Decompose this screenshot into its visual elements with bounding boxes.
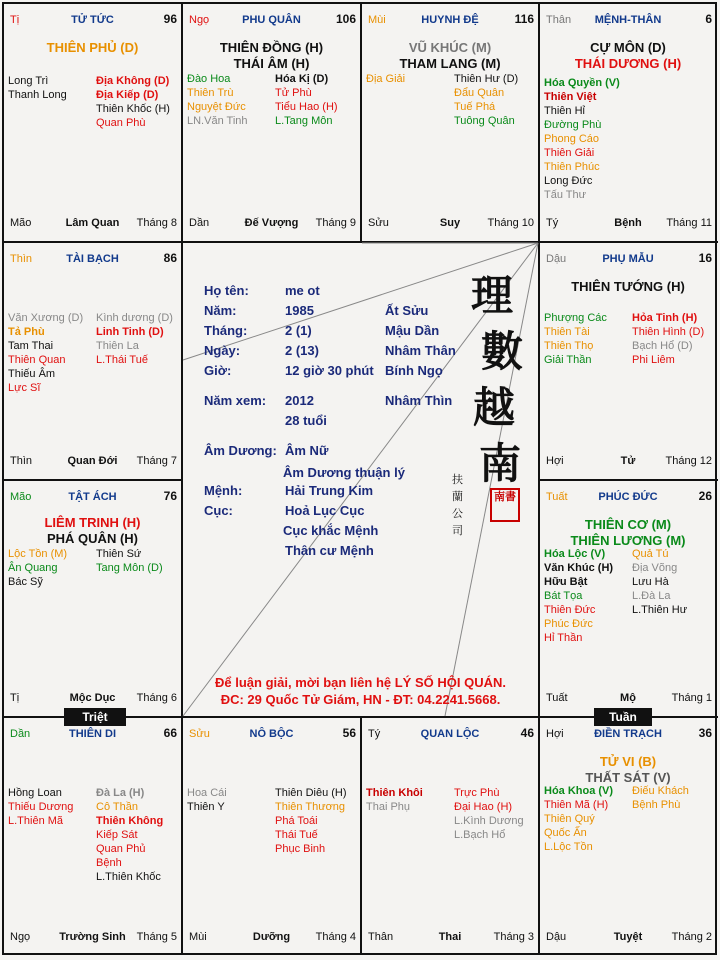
cuc-label: Cục: [204, 503, 233, 518]
minor-star: Thiên Y [187, 801, 225, 813]
year-label: Năm: [204, 303, 237, 318]
footer-month: Tháng 7 [136, 455, 177, 467]
footer-stage: Tuyệt [613, 931, 643, 943]
star-list-right [454, 72, 518, 128]
palace-branch: Thìn [10, 253, 33, 265]
star-list-left [187, 72, 248, 128]
main-stars [362, 40, 538, 72]
minor-star: Hỏa Tinh (H) [632, 312, 698, 324]
minor-star: L.Đà La [632, 590, 671, 602]
footer-month: Tháng 2 [671, 931, 712, 943]
palace-number: 46 [520, 726, 534, 740]
minor-star: Thiên Không [96, 815, 164, 827]
palace-branch: Dần [10, 728, 31, 740]
star-list-right [96, 786, 163, 884]
footer-branch: Thân [368, 931, 394, 943]
palace-branch: Dậu [546, 253, 567, 265]
footer-branch: Tị [10, 692, 20, 704]
minor-star: Giải Thần [544, 354, 592, 366]
minor-star: Thanh Long [8, 89, 67, 101]
minor-star: Văn Xương (D) [8, 312, 84, 324]
main-stars [4, 515, 181, 547]
minor-star: Thiên Hư (D) [454, 73, 519, 85]
palace-name: MỆNH-THÂN [594, 14, 662, 26]
view-year-label: Năm xem: [204, 393, 267, 408]
minor-star: Tiểu Hao (H) [275, 101, 338, 113]
palace-number: 106 [335, 12, 356, 26]
star-list-left [187, 786, 227, 814]
star-list-left [8, 786, 73, 828]
minor-star: Đẩu Quân [454, 87, 505, 99]
minor-star: Nguyệt Đức [187, 101, 246, 113]
footer-month: Tháng 11 [666, 217, 712, 229]
day-canchi: Nhâm Thân [385, 343, 456, 358]
palace-number: 76 [163, 489, 177, 503]
footer-branch: Ngọ [10, 931, 31, 943]
footer-month: Tháng 4 [315, 931, 356, 943]
palace-name: NÔ BỘC [249, 728, 294, 740]
cuc-relation: Cục khắc Mệnh [283, 523, 379, 538]
minor-star: Thiên Khốc (H) [96, 103, 170, 115]
palace-name: HUYNH ĐỆ [421, 14, 479, 26]
minor-star: Long Đức [544, 175, 593, 187]
day-value: 2 (13) [285, 343, 319, 358]
minor-star: Hóa Lộc (V) [544, 548, 606, 560]
yinyang-order: Âm Dương thuận lý [283, 465, 405, 480]
minor-star: Cô Thần [96, 801, 138, 813]
palace-footer [366, 931, 534, 945]
minor-star: Linh Tinh (D) [96, 326, 164, 338]
red-seal: 南書 [490, 488, 520, 522]
palace-name: PHỤ MẪU [602, 253, 654, 265]
minor-star: Thiên Diêu (H) [275, 787, 347, 799]
seal-char-2: 蘭 [452, 490, 463, 503]
main-star: THIÊN ĐỒNG (H) [219, 40, 324, 55]
minor-star: Tam Thai [8, 340, 54, 352]
palace-header [544, 253, 712, 267]
minor-star: Đại Hao (H) [454, 801, 513, 813]
minor-star: Phượng Các [544, 312, 607, 324]
minor-star: Kình dương (D) [96, 312, 173, 324]
minor-star: Ân Quang [8, 562, 58, 574]
calligraphy-4: 南 [479, 439, 522, 488]
footer-stage: Tử [620, 455, 636, 467]
footer-branch: Tuất [546, 692, 568, 704]
footer-month: Tháng 8 [136, 217, 177, 229]
minor-star: Hóa Quyền (V) [544, 77, 620, 89]
footer-month: Tháng 5 [136, 931, 177, 943]
footer-month: Tháng 3 [493, 931, 534, 943]
palace-tuat [540, 481, 716, 716]
minor-star: L.Thái Tuế [96, 354, 148, 366]
palace-header [8, 253, 177, 267]
minor-star: Thiên La [96, 340, 139, 352]
palace-ty [362, 718, 538, 955]
star-list-right [96, 311, 173, 367]
footer-stage: Trường Sinh [59, 931, 126, 943]
palace-name: PHÚC ĐỨC [598, 491, 658, 503]
minor-star: Thiên Giải [544, 147, 595, 159]
main-star: THIÊN PHỦ (D) [46, 40, 139, 55]
palace-number: 26 [698, 489, 712, 503]
minor-star: Thiên Đức [544, 604, 596, 616]
footer-branch: Mão [10, 217, 32, 229]
month-canchi: Mậu Dần [385, 323, 440, 338]
calligraphy-1: 理 [471, 271, 514, 320]
palace-footer [544, 217, 712, 231]
star-list-right [632, 311, 704, 367]
minor-star: L.Bạch Hổ [454, 829, 506, 841]
contact-line-1: Để luận giải, mời bạn liên hệ LÝ SỐ HỘI QUÁN. [215, 675, 506, 690]
palace-header [187, 14, 356, 28]
palace-branch: Mão [10, 491, 32, 503]
palace-footer [544, 692, 712, 706]
minor-star: Hữu Bật [544, 576, 588, 588]
star-list-left [8, 311, 83, 395]
tuan-marker: Tuần [594, 708, 652, 726]
palace-number: 36 [698, 726, 712, 740]
hour-label: Giờ: [204, 363, 232, 378]
minor-star: Trực Phù [454, 787, 500, 799]
footer-stage: Suy [439, 217, 461, 229]
star-list-right [96, 74, 170, 130]
minor-star: Điếu Khách [632, 785, 689, 797]
minor-star: Thiên Khôi [366, 787, 423, 799]
palace-branch: Tý [368, 728, 381, 740]
palace-mui [362, 4, 538, 241]
footer-branch: Thìn [10, 455, 33, 467]
view-year-value: 2012 [285, 393, 314, 408]
palace-footer [187, 217, 356, 231]
palace-number: 116 [514, 12, 534, 26]
main-star: PHÁ QUÂN (H) [47, 531, 138, 546]
minor-star: Thiếu Dương [8, 801, 74, 813]
main-star: THIÊN CƠ (M) [584, 517, 672, 532]
minor-star: L.Thiên Mã [8, 815, 64, 827]
minor-star: L.Thiên Hư [632, 604, 688, 616]
footer-stage: Thai [438, 931, 462, 943]
palace-number: 56 [342, 726, 356, 740]
palace-name: TÀI BẠCH [66, 253, 119, 265]
minor-star: Tuế Phá [454, 101, 496, 113]
footer-stage: Lâm Quan [65, 217, 120, 229]
calligraphy-2: 數 [481, 327, 524, 376]
main-star: THAM LANG (M) [399, 56, 501, 71]
yinyang-value: Âm Nữ [285, 443, 329, 458]
star-list-left [366, 72, 405, 86]
main-star: THẤT SÁT (V) [585, 770, 671, 785]
palace-name: PHU QUÂN [242, 14, 301, 26]
palace-branch: Mùi [368, 14, 386, 26]
palace-branch: Hợi [546, 728, 564, 740]
footer-month: Tháng 10 [487, 217, 534, 229]
star-list [544, 76, 620, 202]
main-stars [540, 754, 716, 786]
palace-number: 16 [698, 251, 712, 265]
minor-star: Quan Phù [96, 117, 146, 129]
palace-footer [544, 455, 712, 469]
minor-star: Hỉ Thần [544, 632, 583, 644]
minor-star: Đà La (H) [96, 787, 145, 799]
minor-star: Lực Sĩ [8, 382, 41, 394]
main-star: LIÊM TRINH (H) [44, 515, 141, 530]
minor-star: Phi Liêm [632, 354, 675, 366]
main-star: VŨ KHÚC (M) [408, 40, 492, 55]
minor-star: Địa Giải [366, 73, 406, 85]
star-list-left [544, 784, 613, 854]
minor-star: Thai Phụ [366, 801, 411, 813]
minor-star: Thiên Quý [544, 813, 595, 825]
main-stars [540, 40, 716, 72]
palace-header [544, 14, 712, 28]
main-star: CỰ MÔN (D) [590, 40, 666, 55]
minor-star: Thiên Tài [544, 326, 590, 338]
minor-star: Văn Khúc (H) [544, 562, 614, 574]
view-year-canchi: Nhâm Thìn [385, 393, 453, 408]
minor-star: Địa Võng [632, 562, 678, 574]
palace-header [366, 728, 534, 742]
palace-suu [183, 718, 360, 955]
seal-char-4: 司 [452, 524, 463, 537]
minor-star: Long Trì [8, 75, 49, 87]
star-list-right [275, 72, 338, 128]
main-stars [540, 279, 716, 295]
palace-header [187, 728, 356, 742]
footer-stage: Bệnh [614, 217, 642, 229]
seal-char-3: 公 [452, 507, 463, 520]
minor-star: Địa Kiếp (D) [96, 89, 159, 101]
footer-month: Tháng 6 [136, 692, 177, 704]
star-list-right [632, 784, 689, 812]
minor-star: Thiên Sứ [96, 548, 142, 560]
age: 28 tuổi [285, 413, 327, 428]
main-star: THIÊN LƯƠNG (M) [570, 533, 686, 548]
minor-star: Phúc Đức [544, 618, 593, 630]
minor-star: Hóa Khoa (V) [544, 785, 614, 797]
minor-star: Phục Binh [275, 843, 326, 855]
palace-branch: Ngọ [189, 14, 210, 26]
star-list-right [96, 547, 163, 575]
palace-footer [8, 217, 177, 231]
palace-header [8, 491, 177, 505]
minor-star: Thiên Hình (D) [632, 326, 705, 338]
year-canchi: Ất Sửu [385, 303, 429, 318]
palace-dau [540, 243, 716, 479]
palace-ti [4, 4, 181, 241]
palace-name: TẬT ÁCH [68, 491, 117, 503]
day-label: Ngày: [204, 343, 241, 358]
hour-value: 12 giờ 30 phút [285, 363, 374, 378]
minor-star: Thiên Hỉ [544, 105, 585, 117]
footer-stage: Mộc Dục [69, 692, 116, 704]
main-star: THIÊN TƯỚNG (H) [571, 279, 685, 294]
minor-star: Thiên Trù [187, 87, 234, 99]
minor-star: Lưu Hà [632, 576, 669, 588]
than-cu: Thân cư Mệnh [285, 543, 374, 558]
minor-star: Tấu Thư [544, 189, 587, 201]
name-value: me ot [285, 283, 320, 298]
minor-star: Kiếp Sát [96, 829, 138, 841]
palace-header [366, 14, 534, 28]
star-list-left [366, 786, 423, 814]
palace-branch: Sửu [189, 728, 210, 740]
palace-header [8, 14, 177, 28]
minor-star: Thiên Thọ [544, 340, 594, 352]
minor-star: Bát Tọa [544, 590, 583, 602]
star-list-left [544, 311, 607, 367]
palace-dan [4, 718, 181, 955]
minor-star: Tang Môn (D) [96, 562, 163, 574]
palace-name: THIÊN DI [68, 728, 117, 740]
palace-mao [4, 481, 181, 716]
palace-branch: Tị [10, 14, 20, 26]
palace-branch: Tuất [546, 491, 568, 503]
menh-label: Mệnh: [204, 483, 243, 498]
palace-name: ĐIỀN TRẠCH [594, 728, 662, 740]
palace-footer [544, 931, 712, 945]
footer-stage: Mộ [620, 692, 636, 704]
star-list-right [454, 786, 524, 842]
footer-month: Tháng 9 [315, 217, 356, 229]
main-stars [4, 40, 181, 56]
minor-star: Thái Tuế [275, 829, 318, 841]
minor-star: Tử Phù [275, 87, 312, 99]
main-stars [183, 40, 360, 72]
name-label: Họ tên: [204, 283, 249, 298]
minor-star: Lộc Tồn (M) [8, 548, 68, 560]
star-list-right [632, 547, 687, 617]
minor-star: LN.Văn Tinh [187, 115, 248, 127]
palace-header [8, 728, 177, 742]
star-list-right [275, 786, 347, 856]
year-value: 1985 [285, 303, 314, 318]
palace-hoi [540, 718, 716, 955]
minor-star: Hồng Loan [8, 787, 62, 799]
minor-star: Tả Phù [8, 326, 45, 338]
footer-month: Tháng 1 [671, 692, 712, 704]
star-list-left [8, 74, 67, 102]
yinyang-label: Âm Dương: [204, 443, 277, 458]
footer-month: Tháng 12 [665, 455, 712, 467]
minor-star: Thiên Thương [275, 801, 346, 813]
star-list-left [544, 547, 613, 645]
palace-thin [4, 243, 181, 479]
seal-char-1: 扶 [452, 473, 463, 486]
footer-stage: Dưỡng [252, 931, 291, 943]
footer-branch: Dần [189, 217, 210, 229]
footer-stage: Quan Đới [67, 455, 118, 467]
minor-star: Phá Toái [275, 815, 318, 827]
footer-branch: Sửu [368, 217, 389, 229]
palace-name: TỬ TỨC [71, 14, 114, 26]
minor-star: Bệnh [96, 857, 122, 869]
month-value: 2 (1) [285, 323, 312, 338]
cuc-value: Hoả Lục Cục [285, 503, 365, 518]
minor-star: Hoa Cái [187, 787, 227, 799]
minor-star: Quốc Ấn [544, 827, 587, 839]
palace-branch: Thân [546, 14, 572, 26]
footer-branch: Hợi [546, 455, 564, 467]
calligraphy-3: 越 [473, 383, 516, 432]
palace-footer [8, 692, 177, 706]
minor-star: Quan Phủ [96, 843, 146, 855]
palace-header [544, 728, 712, 742]
palace-name: QUAN LỘC [420, 728, 480, 740]
palace-number: 6 [705, 12, 712, 26]
footer-stage: Đế Vượng [244, 217, 299, 229]
palace-header [544, 491, 712, 505]
minor-star: Bác Sỹ [8, 576, 43, 588]
main-star: THÁI DƯƠNG (H) [574, 56, 682, 71]
minor-star: Địa Không (D) [96, 75, 170, 87]
palace-footer [8, 455, 177, 469]
minor-star: Bệnh Phù [632, 799, 681, 811]
minor-star: Thiên Mã (H) [544, 799, 609, 811]
main-star: TỬ VI (B) [599, 754, 657, 769]
triet-marker: Triệt [64, 708, 126, 726]
palace-ngo [183, 4, 360, 241]
minor-star: L.Kình Dương [454, 815, 524, 827]
footer-branch: Mùi [189, 931, 207, 943]
palace-number: 86 [163, 251, 177, 265]
palace-footer [366, 217, 534, 231]
minor-star: Quả Tú [632, 548, 669, 560]
minor-star: L.Thiên Khốc [96, 871, 161, 883]
contact-line-2: ĐC: 29 Quốc Tử Giám, HN - ĐT: 04.2241.5668. [220, 692, 501, 707]
minor-star: L.Tang Môn [275, 115, 333, 127]
main-stars [540, 517, 716, 549]
minor-star: Đào Hoa [187, 73, 231, 85]
palace-number: 66 [163, 726, 177, 740]
minor-star: Thiên Phúc [544, 161, 600, 173]
minor-star: Bạch Hổ (D) [632, 340, 693, 352]
menh-value: Hải Trung Kim [285, 483, 374, 498]
minor-star: Thiên Việt [544, 91, 597, 103]
month-label: Tháng: [204, 323, 248, 338]
palace-than [540, 4, 716, 241]
footer-branch: Dậu [546, 931, 567, 943]
footer-branch: Tý [546, 217, 559, 229]
minor-star: Phong Cáo [544, 133, 600, 145]
minor-star: Thiếu Âm [8, 368, 56, 380]
hour-canchi: Bính Ngọ [385, 363, 443, 378]
main-star: THÁI ÂM (H) [233, 56, 310, 71]
minor-star: Hóa Kị (D) [275, 73, 329, 85]
minor-star: Thiên Quan [8, 354, 66, 366]
palace-number: 96 [163, 12, 177, 26]
minor-star: Tuông Quân [454, 115, 515, 127]
minor-star: Đường Phù [544, 119, 602, 131]
star-list-left [8, 547, 67, 589]
palace-footer [187, 931, 356, 945]
minor-star: L.Lộc Tồn [544, 841, 593, 853]
palace-footer [8, 931, 177, 945]
